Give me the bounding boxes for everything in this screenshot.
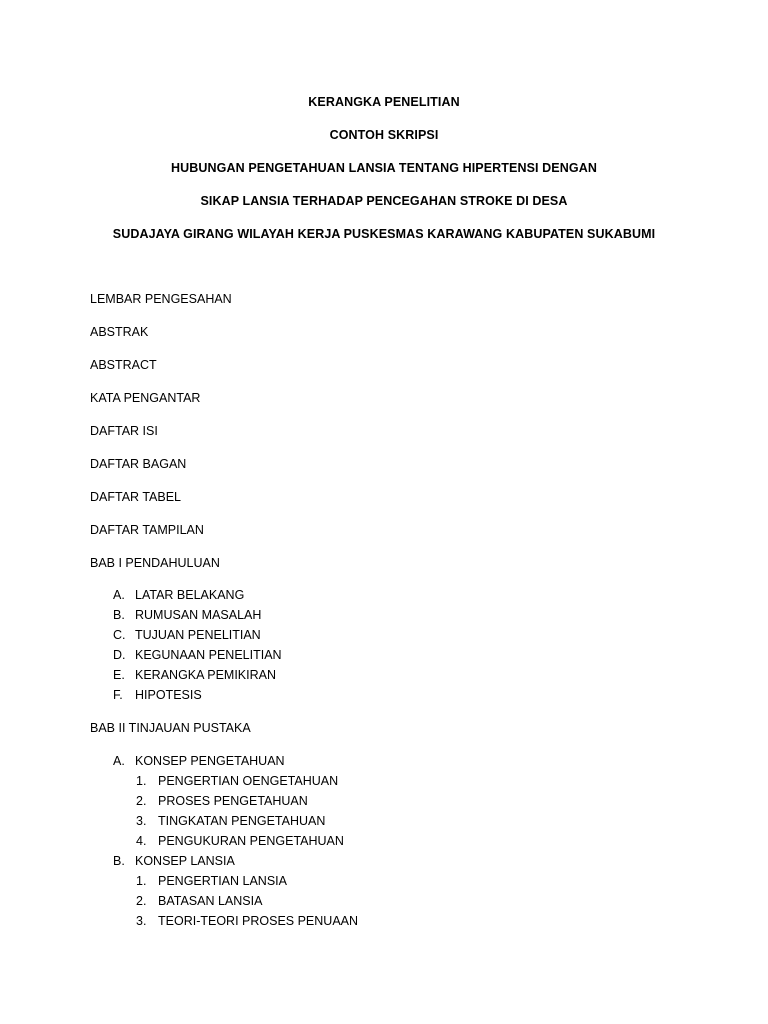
list-item xyxy=(136,814,325,828)
list-item xyxy=(136,834,344,848)
list-item xyxy=(113,648,282,662)
list-marker: 4. xyxy=(136,834,147,848)
list-item xyxy=(113,628,261,642)
list-item-label: PENGERTIAN OENGETAHUAN xyxy=(158,774,339,788)
list-marker: E. xyxy=(113,668,125,682)
list-item-label: BATASAN LANSIA xyxy=(158,894,263,908)
list-item-label: TINGKATAN PENGETAHUAN xyxy=(158,814,326,828)
list-item xyxy=(136,894,262,908)
section-label: KONSEP LANSIA xyxy=(135,854,235,868)
list-marker: D. xyxy=(113,648,126,662)
title-line-3: HUBUNGAN PENGETAHUAN LANSIA TENTANG HIPERTENSI DENGAN xyxy=(171,161,597,175)
list-marker: 3. xyxy=(136,814,147,828)
front-matter-item: LEMBAR PENGESAHAN xyxy=(90,292,232,306)
front-matter-item: DAFTAR TABEL xyxy=(90,490,181,504)
list-item-label: TUJUAN PENELITIAN xyxy=(135,628,261,642)
list-item-label: TEORI-TEORI PROSES PENUAAN xyxy=(158,914,359,928)
title-line-1: KERANGKA PENELITIAN xyxy=(308,95,460,109)
list-item xyxy=(113,668,276,682)
section-item xyxy=(113,754,285,768)
list-item xyxy=(113,588,244,602)
front-matter-item: DAFTAR TAMPILAN xyxy=(90,523,204,537)
front-matter-item: ABSTRACT xyxy=(90,358,157,372)
list-marker: 1. xyxy=(136,774,147,788)
list-item-label: PENGUKURAN PENGETAHUAN xyxy=(158,834,344,848)
chapter-heading-bab1: BAB I PENDAHULUAN xyxy=(90,556,220,570)
list-item-label: RUMUSAN MASALAH xyxy=(135,608,262,622)
list-item-label: PROSES PENGETAHUAN xyxy=(158,794,308,808)
front-matter-item: KATA PENGANTAR xyxy=(90,391,201,405)
list-marker: 1. xyxy=(136,874,147,888)
list-item xyxy=(136,774,338,788)
list-marker: A. xyxy=(113,588,125,602)
list-marker: F. xyxy=(113,688,123,702)
title-line-4: SIKAP LANSIA TERHADAP PENCEGAHAN STROKE DI DESA xyxy=(200,194,568,208)
front-matter-item: DAFTAR BAGAN xyxy=(90,457,187,471)
list-item-label: KERANGKA PEMIKIRAN xyxy=(135,668,277,682)
list-item xyxy=(113,688,202,702)
list-marker: 2. xyxy=(136,894,147,908)
title-line-2: CONTOH SKRIPSI xyxy=(329,128,439,142)
list-marker: 2. xyxy=(136,794,147,808)
list-marker: B. xyxy=(113,854,125,868)
list-marker: 3. xyxy=(136,914,147,928)
list-item xyxy=(136,794,308,808)
chapter-heading-bab2: BAB II TINJAUAN PUSTAKA xyxy=(90,721,251,735)
list-item-label: PENGERTIAN LANSIA xyxy=(158,874,287,888)
list-item-label: HIPOTESIS xyxy=(135,688,202,702)
section-item xyxy=(113,854,235,868)
list-marker: C. xyxy=(113,628,126,642)
list-marker: A. xyxy=(113,754,125,768)
front-matter-item: ABSTRAK xyxy=(90,325,149,339)
list-item-label: LATAR BELAKANG xyxy=(135,588,245,602)
list-item xyxy=(136,874,287,888)
list-marker: B. xyxy=(113,608,125,622)
list-item xyxy=(113,608,261,622)
title-line-5: SUDAJAYA GIRANG WILAYAH KERJA PUSKESMAS KARAWANG KABUPATEN SUKABUMI xyxy=(112,227,656,241)
section-label: KONSEP PENGETAHUAN xyxy=(135,754,285,768)
front-matter-item: DAFTAR ISI xyxy=(90,424,158,438)
list-item-label: KEGUNAAN PENELITIAN xyxy=(135,648,282,662)
list-item xyxy=(136,914,358,928)
